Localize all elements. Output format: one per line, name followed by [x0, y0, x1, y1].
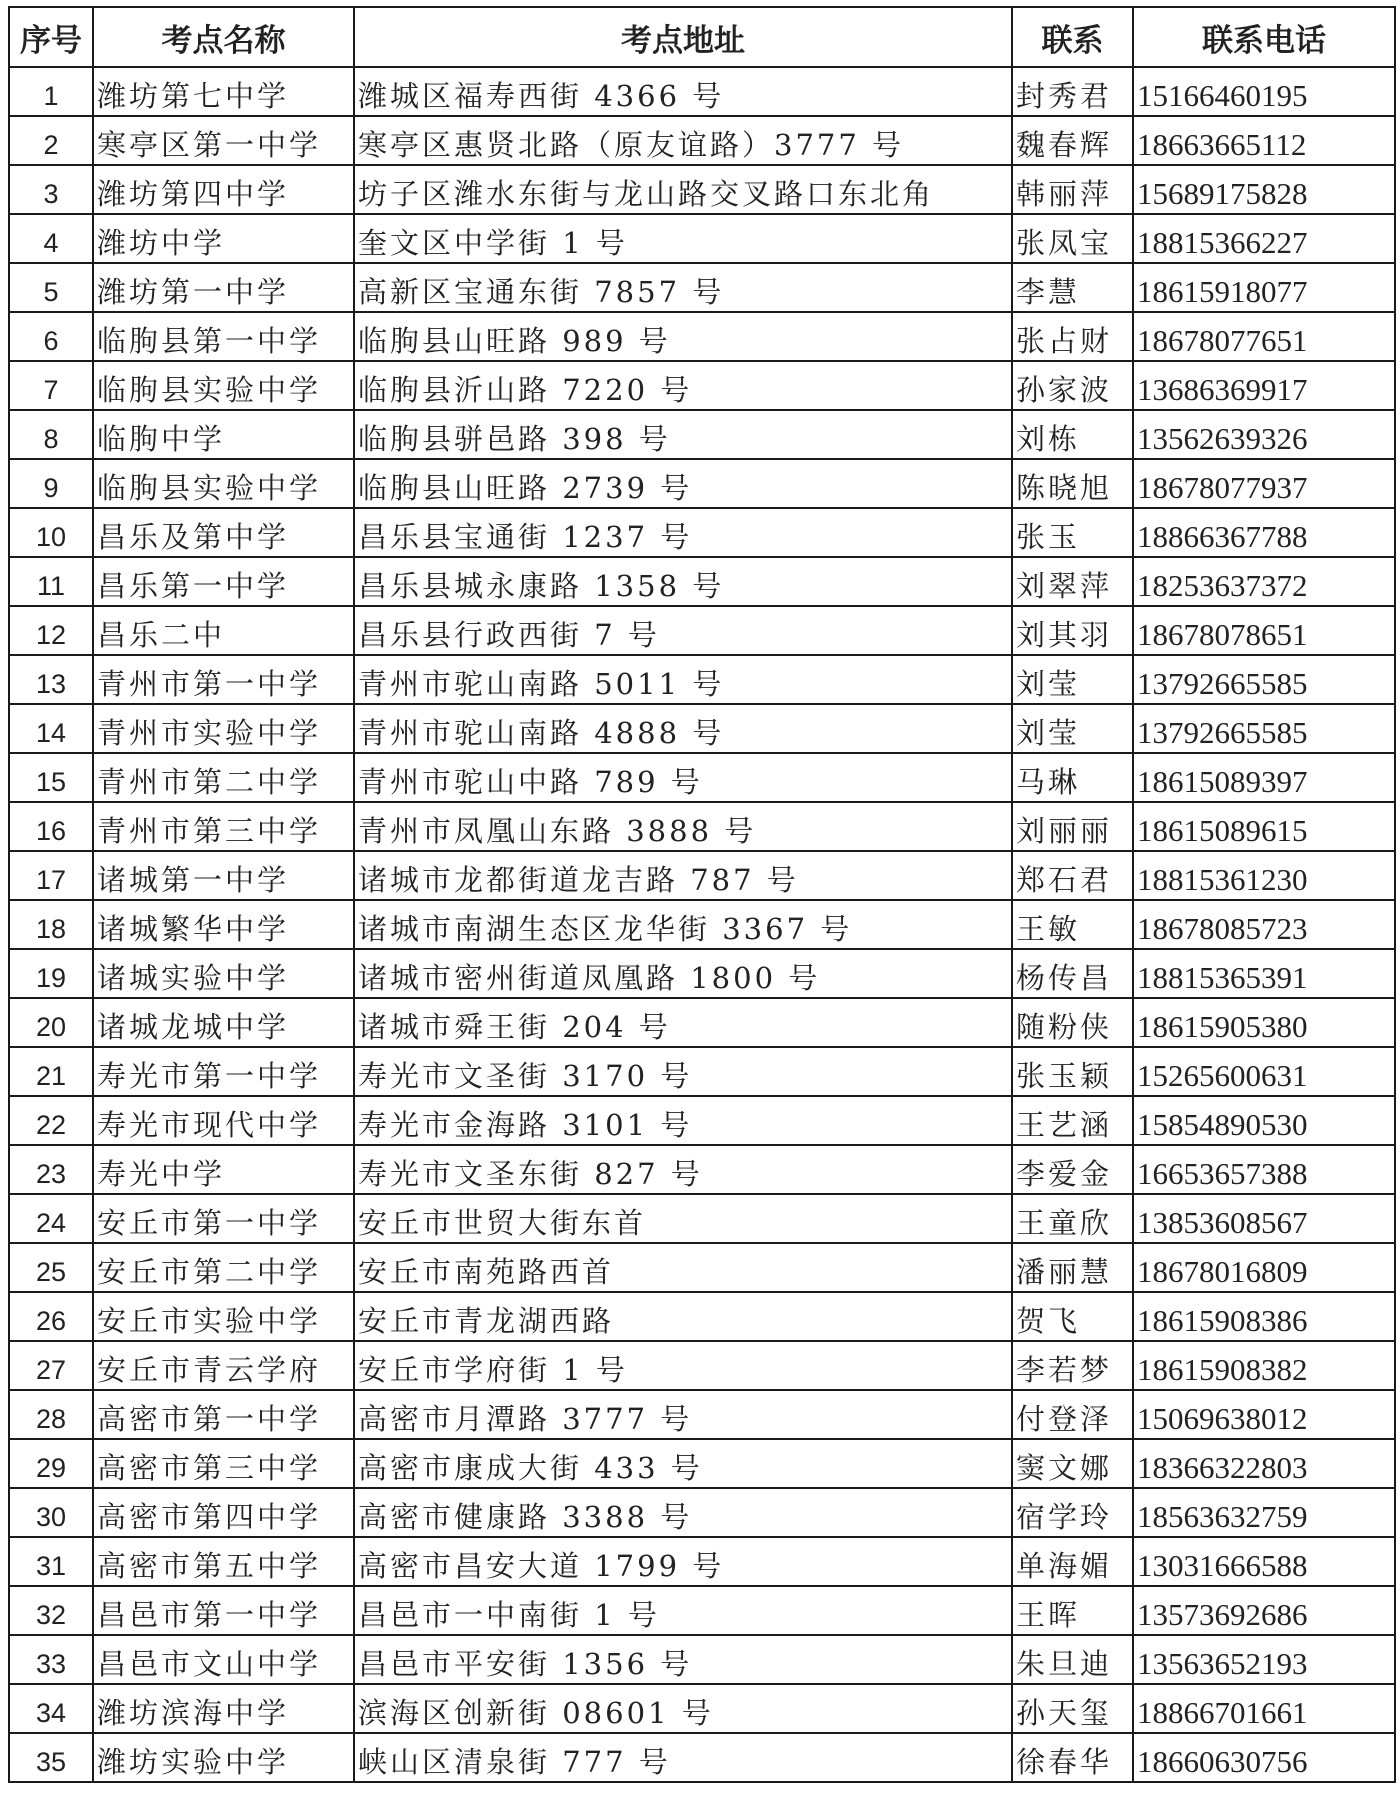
table-row: [9, 165, 1395, 214]
site-address-cell: 诸城市密州街道凤凰路 1800 号: [354, 949, 1012, 998]
site-name-cell: 昌乐第一中学: [93, 557, 354, 606]
phone-cell: 15854890530: [1133, 1096, 1395, 1145]
site-name-cell: 诸城实验中学: [93, 949, 354, 998]
site-name-cell: 安丘市青云学府: [93, 1341, 354, 1390]
phone-cell: 15265600631: [1133, 1047, 1395, 1096]
table-row: [9, 1488, 1395, 1537]
contact-name-cell: 张占财: [1012, 312, 1133, 361]
site-address-cell: 临朐县山旺路 2739 号: [354, 459, 1012, 508]
contact-name-cell: 张玉颖: [1012, 1047, 1133, 1096]
contact-name-cell: 刘其羽: [1012, 606, 1133, 655]
contact-name-cell: 封秀君: [1012, 67, 1133, 116]
phone-cell: 18253637372: [1133, 557, 1395, 606]
table-row: [9, 998, 1395, 1047]
phone-cell: 18678078651: [1133, 606, 1395, 655]
table-row: [9, 900, 1395, 949]
row-number: 2: [9, 116, 93, 165]
site-address-cell: 昌乐县行政西街 7 号: [354, 606, 1012, 655]
contact-name-cell: 李慧: [1012, 263, 1133, 312]
contact-name-cell: 李爱金: [1012, 1145, 1133, 1194]
contact-name-cell: 刘翠萍: [1012, 557, 1133, 606]
row-number: 33: [9, 1635, 93, 1684]
site-address-cell: 诸城市龙都街道龙吉路 787 号: [354, 851, 1012, 900]
site-name-cell: 高密市第一中学: [93, 1390, 354, 1439]
phone-cell: 13562639326: [1133, 410, 1395, 459]
contact-name-cell: 陈晓旭: [1012, 459, 1133, 508]
contact-name-cell: 韩丽萍: [1012, 165, 1133, 214]
site-name-cell: 昌乐及第中学: [93, 508, 354, 557]
table-row: [9, 508, 1395, 557]
site-address-cell: 寿光市文圣街 3170 号: [354, 1047, 1012, 1096]
site-name-cell: 昌邑市文山中学: [93, 1635, 354, 1684]
contact-name-cell: 王童欣: [1012, 1194, 1133, 1243]
table-row: [9, 67, 1395, 116]
contact-name-cell: 张玉: [1012, 508, 1133, 557]
phone-cell: 18678077937: [1133, 459, 1395, 508]
row-number: 24: [9, 1194, 93, 1243]
table-row: [9, 1537, 1395, 1586]
contact-name-cell: 刘栋: [1012, 410, 1133, 459]
site-name-cell: 潍坊第七中学: [93, 67, 354, 116]
row-number: 5: [9, 263, 93, 312]
site-address-cell: 安丘市南苑路西首: [354, 1243, 1012, 1292]
table-row: [9, 1684, 1395, 1733]
site-address-cell: 临朐县山旺路 989 号: [354, 312, 1012, 361]
contact-name-cell: 单海媚: [1012, 1537, 1133, 1586]
phone-cell: 18815365391: [1133, 949, 1395, 998]
contact-name-cell: 潘丽慧: [1012, 1243, 1133, 1292]
table-row: [9, 1243, 1395, 1292]
phone-cell: 18615908386: [1133, 1292, 1395, 1341]
phone-cell: 13792665585: [1133, 655, 1395, 704]
row-number: 8: [9, 410, 93, 459]
row-number: 35: [9, 1733, 93, 1782]
row-number: 17: [9, 851, 93, 900]
site-address-cell: 临朐县沂山路 7220 号: [354, 361, 1012, 410]
site-name-cell: 潍坊实验中学: [93, 1733, 354, 1782]
header-phone: 联系电话: [1133, 7, 1395, 67]
row-number: 3: [9, 165, 93, 214]
table-row: [9, 1390, 1395, 1439]
site-address-cell: 寿光市金海路 3101 号: [354, 1096, 1012, 1145]
contact-name-cell: 窦文娜: [1012, 1439, 1133, 1488]
phone-cell: 18866367788: [1133, 508, 1395, 557]
phone-cell: 18678016809: [1133, 1243, 1395, 1292]
row-number: 9: [9, 459, 93, 508]
table-row: [9, 410, 1395, 459]
site-name-cell: 临朐县实验中学: [93, 361, 354, 410]
contact-name-cell: 刘丽丽: [1012, 802, 1133, 851]
row-number: 11: [9, 557, 93, 606]
site-address-cell: 奎文区中学街 1 号: [354, 214, 1012, 263]
phone-cell: 13573692686: [1133, 1586, 1395, 1635]
site-address-cell: 青州市驼山中路 789 号: [354, 753, 1012, 802]
site-address-cell: 昌邑市平安街 1356 号: [354, 1635, 1012, 1684]
row-number: 28: [9, 1390, 93, 1439]
table-row: [9, 557, 1395, 606]
phone-cell: 18615089397: [1133, 753, 1395, 802]
site-name-cell: 昌乐二中: [93, 606, 354, 655]
contact-name-cell: 马琳: [1012, 753, 1133, 802]
table-row: [9, 361, 1395, 410]
table-row: [9, 655, 1395, 704]
site-address-cell: 昌乐县城永康路 1358 号: [354, 557, 1012, 606]
header-site-name: 考点名称: [93, 7, 354, 67]
site-name-cell: 临朐县第一中学: [93, 312, 354, 361]
site-address-cell: 高密市月潭路 3777 号: [354, 1390, 1012, 1439]
site-name-cell: 青州市第二中学: [93, 753, 354, 802]
contact-name-cell: 朱旦迪: [1012, 1635, 1133, 1684]
phone-cell: 13686369917: [1133, 361, 1395, 410]
site-name-cell: 诸城第一中学: [93, 851, 354, 900]
table-row: [9, 704, 1395, 753]
row-number: 20: [9, 998, 93, 1047]
site-name-cell: 潍坊中学: [93, 214, 354, 263]
phone-cell: 16653657388: [1133, 1145, 1395, 1194]
phone-cell: 18815361230: [1133, 851, 1395, 900]
site-address-cell: 安丘市青龙湖西路: [354, 1292, 1012, 1341]
phone-cell: 18866701661: [1133, 1684, 1395, 1733]
site-address-cell: 昌乐县宝通街 1237 号: [354, 508, 1012, 557]
phone-cell: 18615908382: [1133, 1341, 1395, 1390]
table-row: [9, 1635, 1395, 1684]
site-name-cell: 青州市实验中学: [93, 704, 354, 753]
contact-name-cell: 张凤宝: [1012, 214, 1133, 263]
phone-cell: 18563632759: [1133, 1488, 1395, 1537]
phone-cell: 18660630756: [1133, 1733, 1395, 1782]
phone-cell: 18678077651: [1133, 312, 1395, 361]
site-address-cell: 寒亭区惠贤北路（原友谊路）3777 号: [354, 116, 1012, 165]
table-row: [9, 1341, 1395, 1390]
site-address-cell: 峡山区清泉街 777 号: [354, 1733, 1012, 1782]
site-name-cell: 安丘市第二中学: [93, 1243, 354, 1292]
row-number: 15: [9, 753, 93, 802]
site-address-cell: 诸城市南湖生态区龙华街 3367 号: [354, 900, 1012, 949]
table-row: [9, 606, 1395, 655]
row-number: 31: [9, 1537, 93, 1586]
row-number: 26: [9, 1292, 93, 1341]
row-number: 34: [9, 1684, 93, 1733]
site-name-cell: 青州市第一中学: [93, 655, 354, 704]
row-number: 29: [9, 1439, 93, 1488]
site-name-cell: 诸城龙城中学: [93, 998, 354, 1047]
phone-cell: 18663665112: [1133, 116, 1395, 165]
contact-name-cell: 刘莹: [1012, 704, 1133, 753]
phone-cell: 13792665585: [1133, 704, 1395, 753]
row-number: 19: [9, 949, 93, 998]
phone-cell: 18678085723: [1133, 900, 1395, 949]
phone-cell: 18366322803: [1133, 1439, 1395, 1488]
table-row: [9, 949, 1395, 998]
phone-cell: 18615089615: [1133, 802, 1395, 851]
phone-cell: 18615918077: [1133, 263, 1395, 312]
phone-cell: 13563652193: [1133, 1635, 1395, 1684]
site-name-cell: 寿光市第一中学: [93, 1047, 354, 1096]
table-row: [9, 1586, 1395, 1635]
table-row: [9, 1047, 1395, 1096]
header-num: 序号: [9, 7, 93, 67]
site-name-cell: 安丘市实验中学: [93, 1292, 354, 1341]
site-name-cell: 青州市第三中学: [93, 802, 354, 851]
row-number: 10: [9, 508, 93, 557]
header-contact: 联系: [1012, 7, 1133, 67]
table-row: [9, 802, 1395, 851]
contact-name-cell: 孙家波: [1012, 361, 1133, 410]
table-row: [9, 263, 1395, 312]
site-name-cell: 高密市第四中学: [93, 1488, 354, 1537]
table-row: [9, 312, 1395, 361]
table-row: [9, 1194, 1395, 1243]
row-number: 1: [9, 67, 93, 116]
contact-name-cell: 徐春华: [1012, 1733, 1133, 1782]
site-name-cell: 寿光市现代中学: [93, 1096, 354, 1145]
site-name-cell: 潍坊滨海中学: [93, 1684, 354, 1733]
table-row: [9, 1292, 1395, 1341]
site-name-cell: 潍坊第一中学: [93, 263, 354, 312]
site-name-cell: 高密市第五中学: [93, 1537, 354, 1586]
contact-name-cell: 郑石君: [1012, 851, 1133, 900]
phone-cell: 18615905380: [1133, 998, 1395, 1047]
phone-cell: 13853608567: [1133, 1194, 1395, 1243]
contact-name-cell: 王敏: [1012, 900, 1133, 949]
site-address-cell: 安丘市学府街 1 号: [354, 1341, 1012, 1390]
site-name-cell: 潍坊第四中学: [93, 165, 354, 214]
site-address-cell: 高新区宝通东街 7857 号: [354, 263, 1012, 312]
contact-name-cell: 孙天玺: [1012, 1684, 1133, 1733]
row-number: 23: [9, 1145, 93, 1194]
site-name-cell: 寿光中学: [93, 1145, 354, 1194]
phone-cell: 15069638012: [1133, 1390, 1395, 1439]
contact-name-cell: 付登泽: [1012, 1390, 1133, 1439]
phone-cell: 15689175828: [1133, 165, 1395, 214]
contact-name-cell: 宿学玲: [1012, 1488, 1133, 1537]
table-body: [9, 67, 1395, 1782]
header-site-address: 考点地址: [354, 7, 1012, 67]
contact-name-cell: 杨传昌: [1012, 949, 1133, 998]
exam-sites-sheet: [8, 6, 1394, 1783]
table-row: [9, 753, 1395, 802]
site-address-cell: 昌邑市一中南街 1 号: [354, 1586, 1012, 1635]
row-number: 7: [9, 361, 93, 410]
site-name-cell: 高密市第三中学: [93, 1439, 354, 1488]
contact-name-cell: 刘莹: [1012, 655, 1133, 704]
row-number: 32: [9, 1586, 93, 1635]
site-address-cell: 青州市驼山南路 5011 号: [354, 655, 1012, 704]
contact-name-cell: 李若梦: [1012, 1341, 1133, 1390]
table-row: [9, 459, 1395, 508]
contact-name-cell: 王晖: [1012, 1586, 1133, 1635]
table-row: [9, 1733, 1395, 1782]
site-address-cell: 青州市凤凰山东路 3888 号: [354, 802, 1012, 851]
site-address-cell: 高密市健康路 3388 号: [354, 1488, 1012, 1537]
row-number: 25: [9, 1243, 93, 1292]
row-number: 12: [9, 606, 93, 655]
site-address-cell: 安丘市世贸大街东首: [354, 1194, 1012, 1243]
site-name-cell: 临朐县实验中学: [93, 459, 354, 508]
phone-cell: 18815366227: [1133, 214, 1395, 263]
site-name-cell: 临朐中学: [93, 410, 354, 459]
table-row: [9, 1096, 1395, 1145]
row-number: 4: [9, 214, 93, 263]
contact-name-cell: 贺飞: [1012, 1292, 1133, 1341]
contact-name-cell: 王艺涵: [1012, 1096, 1133, 1145]
row-number: 22: [9, 1096, 93, 1145]
site-name-cell: 诸城繁华中学: [93, 900, 354, 949]
row-number: 16: [9, 802, 93, 851]
contact-name-cell: 魏春辉: [1012, 116, 1133, 165]
site-address-cell: 诸城市舜王街 204 号: [354, 998, 1012, 1047]
row-number: 18: [9, 900, 93, 949]
site-name-cell: 寒亭区第一中学: [93, 116, 354, 165]
row-number: 30: [9, 1488, 93, 1537]
site-address-cell: 高密市昌安大道 1799 号: [354, 1537, 1012, 1586]
site-address-cell: 青州市驼山南路 4888 号: [354, 704, 1012, 753]
table-row: [9, 1439, 1395, 1488]
row-number: 13: [9, 655, 93, 704]
row-number: 27: [9, 1341, 93, 1390]
table-row: [9, 851, 1395, 900]
site-address-cell: 寿光市文圣东街 827 号: [354, 1145, 1012, 1194]
phone-cell: 15166460195: [1133, 67, 1395, 116]
site-address-cell: 坊子区潍水东街与龙山路交叉路口东北角: [354, 165, 1012, 214]
site-address-cell: 临朐县骈邑路 398 号: [354, 410, 1012, 459]
row-number: 6: [9, 312, 93, 361]
row-number: 21: [9, 1047, 93, 1096]
table-row: [9, 1145, 1395, 1194]
table-row: [9, 116, 1395, 165]
site-name-cell: 昌邑市第一中学: [93, 1586, 354, 1635]
table-row: [9, 214, 1395, 263]
site-address-cell: 潍城区福寿西街 4366 号: [354, 67, 1012, 116]
table-header-row: [9, 7, 1395, 67]
exam-sites-table: [8, 6, 1396, 1783]
site-address-cell: 高密市康成大街 433 号: [354, 1439, 1012, 1488]
site-address-cell: 滨海区创新街 08601 号: [354, 1684, 1012, 1733]
phone-cell: 13031666588: [1133, 1537, 1395, 1586]
site-name-cell: 安丘市第一中学: [93, 1194, 354, 1243]
contact-name-cell: 随粉侠: [1012, 998, 1133, 1047]
row-number: 14: [9, 704, 93, 753]
